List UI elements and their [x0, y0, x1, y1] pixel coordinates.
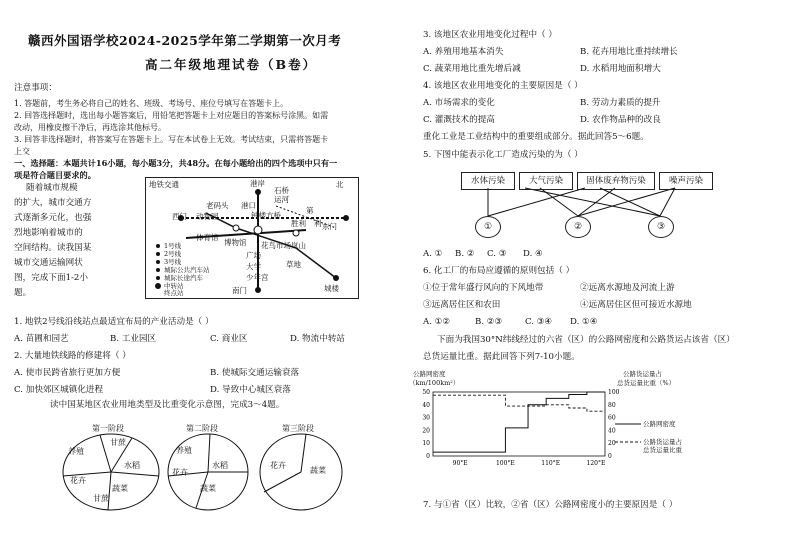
- chart-left-tick: 10: [422, 440, 430, 448]
- section-instruction: 项是符合题目要求的。: [14, 170, 96, 180]
- q1-option-a[interactable]: A. 苗圃和园艺: [14, 334, 69, 344]
- q6-item: ②远离水源地及河流上游: [580, 283, 675, 293]
- q2-option-c[interactable]: C. 加快郊区城镇化进程: [14, 385, 104, 395]
- q5-option-c[interactable]: C. ③: [487, 249, 507, 259]
- intro-text: 的扩大，城市交通方: [14, 198, 92, 208]
- chart-left-tick: 0: [426, 453, 430, 460]
- map-place: 体育馆: [196, 233, 219, 242]
- q6-option-a[interactable]: A. ①②: [423, 317, 451, 327]
- pie1-label: 甘蔗: [93, 494, 109, 503]
- q3-option-c[interactable]: C. 蔬菜用地比重先增后减: [423, 64, 521, 74]
- q6-item: ④远离居住区但可接近水源地: [580, 300, 692, 310]
- map-legend-item: 中转站: [164, 282, 184, 290]
- map-place: 动物园: [196, 212, 219, 221]
- q1-option-c[interactable]: C. 商业区: [210, 334, 248, 344]
- q3-option-a[interactable]: A. 养殖用地基本消失: [423, 47, 504, 57]
- q6-stem: 6. 化工厂的布局应遵循的原则包括（ ）: [423, 266, 575, 276]
- chart-right-tick: 40: [608, 427, 616, 435]
- q4-stem: 4. 该地区农业用地变化的主要原因是（ ）: [423, 81, 583, 91]
- intro-q3-4: 读中国某地区农业用地类型及比重变化示意图，完成3～4题。: [50, 400, 285, 410]
- intro-text: 图，完成下面1-2小: [14, 273, 88, 283]
- chart-x-tick: 90°E: [452, 460, 468, 467]
- pie-chart-3: [258, 432, 344, 512]
- chart-left-label: 公路网密度: [413, 370, 446, 378]
- q4-option-d[interactable]: D. 农作物品种的改良: [580, 115, 661, 125]
- chart-right-label2: 总货运量比重（%）: [617, 379, 676, 387]
- map-place: 第: [306, 206, 314, 215]
- pie1-label: 花卉: [70, 476, 86, 485]
- exam-title: 赣西外国语学校2024-2025学年第二学期第一次月考: [28, 33, 342, 48]
- map-place: 胜利: [291, 219, 306, 228]
- q3-option-b[interactable]: B. 花卉用地比重持续增长: [580, 47, 678, 57]
- map-title: 地铁交通: [149, 180, 179, 189]
- chart-right-tick: 0: [608, 453, 612, 460]
- map-legend-item: 1号线: [164, 242, 182, 250]
- q1-option-d[interactable]: D. 物流中转站: [290, 334, 346, 344]
- chart-x-tick: 120°E: [586, 460, 606, 467]
- q2-option-b[interactable]: B. 使城际交通运输衰落: [210, 368, 300, 378]
- note-item: 改动，用橡皮擦干净后，再选涂其他标号。: [14, 123, 166, 132]
- q1-stem: 1. 地铁2号线沿线站点最适宜布局的产业活动是（ ）: [14, 317, 214, 327]
- map-place: 港口: [241, 201, 256, 210]
- pie1-label: 甘蔗: [110, 438, 126, 447]
- map-place: 草地: [286, 260, 301, 269]
- q5-stem: 5. 下图中能表示化工厂造成污染的为（ ）: [423, 150, 583, 160]
- map-place: 大学: [246, 262, 261, 271]
- pie1-title: 第一阶段: [92, 424, 124, 433]
- pie2-label: 蔬菜: [200, 484, 216, 493]
- pollution-box-air: 大气污染: [519, 172, 573, 190]
- pollution-box-solid: 固体废弃物污染: [577, 172, 655, 190]
- pie2-title: 第二阶段: [186, 424, 218, 433]
- map-place: 花鸟市场: [261, 241, 291, 250]
- pie3-label: 花卉: [270, 461, 286, 470]
- subway-map: [145, 177, 359, 299]
- intro-q7-10: 总货运量比重。据此回答下列7-10小题。: [423, 352, 580, 362]
- chart-right-tick: 100: [608, 389, 620, 396]
- pie3-label: 蔬菜: [310, 466, 326, 475]
- section-instruction: 一、选择题：本题共计16小题，每小题3分，共48分。在每小题给出的四个选项中只有一: [14, 158, 338, 168]
- map-place: 钟楼方桥: [251, 211, 281, 220]
- pie2-label: 养殖: [176, 446, 192, 455]
- chart-left-tick: 20: [422, 427, 430, 435]
- q4-option-c[interactable]: C. 灌溉技术的提高: [423, 115, 495, 125]
- chart-left-tick: 30: [422, 414, 430, 422]
- pie1-label: 水稻: [124, 461, 140, 470]
- intro-text: 题。: [14, 288, 32, 298]
- chart-left-unit: （km/100km²）: [409, 379, 460, 387]
- chart-legend-freight: 公路货运量占: [643, 438, 682, 446]
- q4-option-a[interactable]: A. 市场需求的变化: [423, 98, 495, 108]
- chart-x-tick: 100°E: [495, 460, 515, 467]
- map-place: 城楼: [324, 284, 339, 293]
- map-legend-item: 3号线: [164, 258, 182, 266]
- intro-text: 烈地影响着城市的: [14, 228, 83, 238]
- map-legend-item: 2号线: [164, 250, 182, 258]
- q6-option-b[interactable]: B. ②③: [475, 317, 503, 327]
- pollution-box-water: 水体污染: [461, 172, 515, 190]
- map-place: 老码头: [206, 201, 229, 210]
- pie1-label: 养殖: [68, 447, 84, 456]
- q1-option-b[interactable]: B. 工业园区: [110, 334, 157, 344]
- q2-option-d[interactable]: D. 导致中心城区衰落: [210, 385, 291, 395]
- chart-right-tick: 60: [608, 414, 616, 422]
- q5-option-d[interactable]: D. ④: [523, 249, 543, 259]
- map-place: 港岸: [250, 179, 265, 188]
- note-item: 1. 答题前，考生务必将自己的姓名、班级、考场号、座位号填写在答题卡上。: [14, 99, 289, 108]
- map-legend-item: 城际公共汽车站: [164, 266, 210, 274]
- note-item: 2. 回答选择题时，选出每小题答案后，用铅笔把答题卡上对应题目的答案标号涂黑。如需: [14, 111, 329, 120]
- chart-series-line: [433, 395, 605, 411]
- note-item: 上交: [14, 147, 30, 156]
- chart-left-tick: 50: [422, 389, 430, 396]
- map-place: 运河: [274, 195, 289, 204]
- north-arrow: 北: [336, 180, 344, 189]
- chart-series-line: [433, 392, 605, 452]
- intro-q5-6: 重化工业是工业结构中的重要组成部分。据此回答5～6题。: [423, 132, 649, 142]
- intro-text: 随着城市规模: [26, 183, 78, 193]
- notes-heading: 注意事项：: [14, 83, 57, 93]
- chart-left-tick: 40: [422, 401, 430, 409]
- note-item: 3. 回答非选择题时，将答案写在答题卡上。写在本试卷上无效。考试结束，只需将答题卡: [14, 135, 329, 144]
- q4-option-b[interactable]: B. 劳动力素质的提升: [580, 98, 661, 108]
- chart-right-tick: 20: [608, 440, 616, 448]
- chart-right-tick: 80: [608, 401, 616, 409]
- chart-legend-density: 公路网密度: [643, 420, 676, 428]
- q6-item: ①位于常年盛行风向的下风地带: [423, 283, 544, 293]
- map-place: 少年宫: [246, 273, 269, 282]
- pollution-box-noise: 噪声污染: [659, 172, 713, 190]
- chart-plot-frame: [433, 392, 605, 456]
- map-place: 东门: [322, 222, 337, 231]
- pie3-title: 第三阶段: [282, 424, 314, 433]
- q3-option-d[interactable]: D. 水稻用地面积增大: [580, 64, 661, 74]
- chart-right-label: 公路货运量占: [623, 370, 662, 378]
- map-place: 石桥: [274, 186, 289, 195]
- q6-item: ③远离居住区和农田: [423, 300, 501, 310]
- q5-option-b[interactable]: B. ②: [455, 249, 475, 259]
- right-column: [405, 0, 794, 549]
- q2-stem: 2. 大量地铁线路的修建将（ ）: [14, 351, 131, 361]
- map-place: 广场: [246, 251, 261, 260]
- chart-legend-freight2: 总货运量比重: [643, 446, 682, 454]
- pollution-circle-1: ①: [475, 216, 501, 238]
- pie1-label: 蔬菜: [112, 484, 128, 493]
- q7-stem: 7. 与①省（区）比较，②省（区）公路网密度小的主要原因是（ ）: [423, 500, 678, 510]
- intro-text: 式逐渐多元化，也强: [14, 213, 92, 223]
- map-place: 利: [314, 219, 322, 228]
- pollution-circle-3: ③: [648, 216, 674, 238]
- map-place: 南门: [232, 286, 247, 295]
- intro-q7-10: 下面为我国30°N纬线经过的六省（区）的公路网密度和公路货运占该省（区）: [437, 335, 735, 345]
- map-place: 西门: [172, 212, 187, 221]
- intro-text: 空间结构。读我国某: [14, 243, 92, 253]
- map-place: 岚山: [291, 241, 306, 250]
- q6-option-c[interactable]: C. ③④: [525, 317, 553, 327]
- pie2-label: 水稻: [212, 461, 228, 470]
- map-legend-item: 城际长途汽车: [164, 274, 203, 282]
- map-legend-item: 终点站: [164, 289, 184, 297]
- q3-stem: 3. 该地区农业用地变化过程中（ ）: [423, 30, 557, 40]
- pollution-circle-2: ②: [565, 216, 591, 238]
- map-place: 博物馆: [224, 238, 247, 247]
- q2-option-a[interactable]: A. 使市民跨省旅行更加方便: [14, 368, 121, 378]
- chart-x-tick: 110°E: [541, 460, 561, 467]
- q6-option-d[interactable]: D. ①④: [570, 317, 598, 327]
- exam-subtitle: 高二年级地理试卷（B卷）: [145, 57, 318, 72]
- q5-option-a[interactable]: A. ①: [423, 249, 443, 259]
- pie2-label: 花卉: [172, 468, 188, 477]
- intro-text: 城市交通运输网状: [14, 258, 83, 268]
